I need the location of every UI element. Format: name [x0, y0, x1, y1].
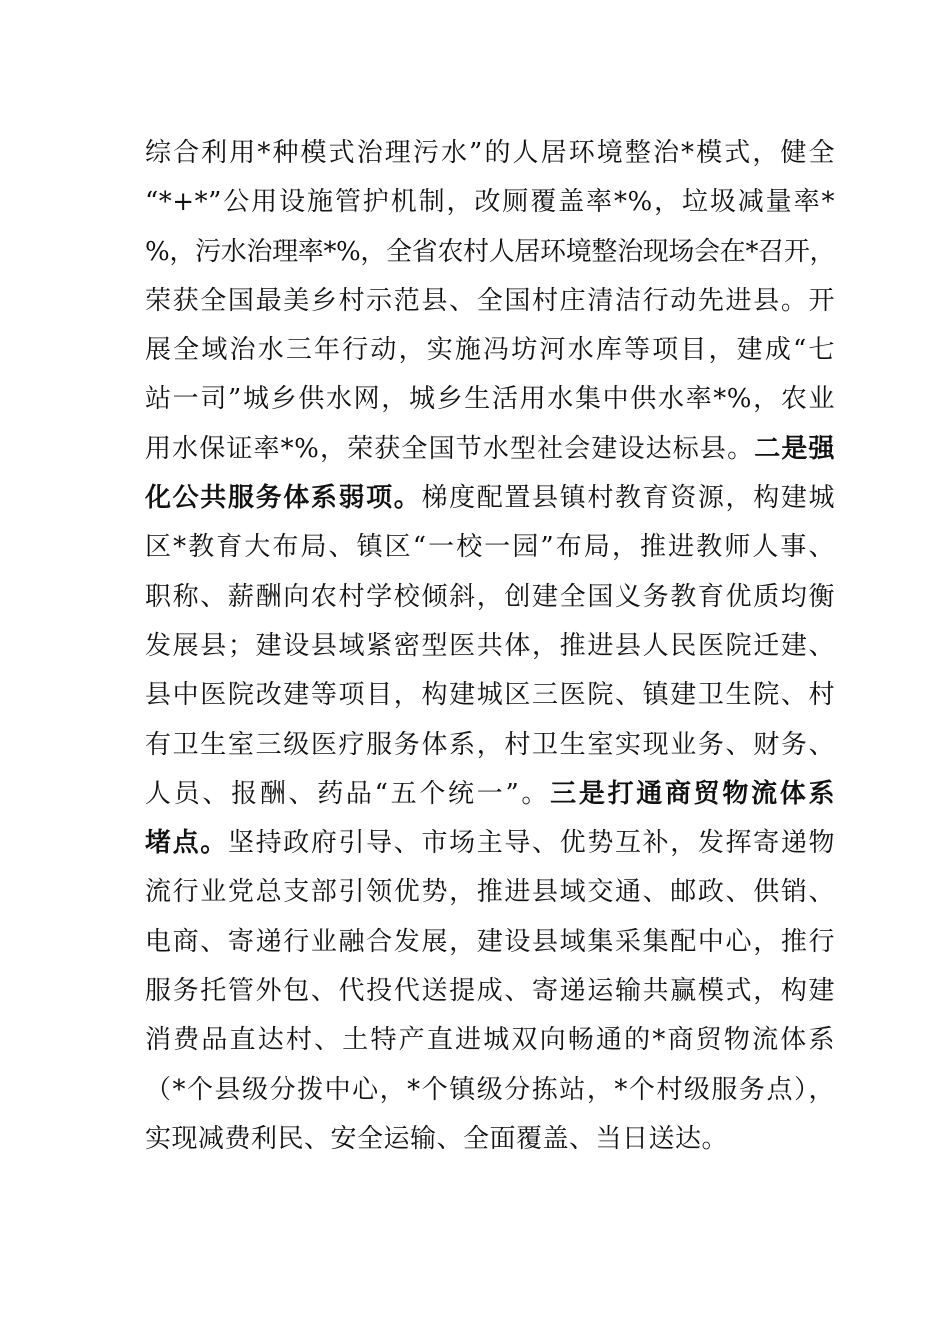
body-text: 人员、报酬、药品“五个统一”。 [145, 778, 551, 809]
body-text: 发展县；建设县域紧密型医共体，推进县人民医院迁建、 [145, 630, 835, 661]
text-line [145, 1016, 835, 1065]
text-line [145, 474, 835, 523]
body-text: 有卫生室三级医疗服务体系，村卫生室实现业务、财务、 [145, 729, 835, 760]
text-line [145, 375, 835, 424]
bold-heading-text: 二是强 [754, 433, 835, 464]
text-line [145, 326, 835, 375]
text-line [145, 228, 835, 277]
body-text: 服务托管外包、代投代送提成、寄递运输共赢模式，构建 [145, 976, 835, 1007]
text-line [145, 1115, 835, 1164]
body-paragraph [145, 129, 835, 1164]
text-line [145, 721, 835, 770]
body-text: 县中医院改建等项目，构建城区三医院、镇建卫生院、村 [145, 680, 835, 711]
text-line [145, 573, 835, 622]
bold-heading-text: 三是打通商贸物流体系 [550, 778, 835, 809]
body-text: 综合利用*种模式治理污水”的人居环境整治*模式，健全 [145, 138, 835, 168]
bold-heading-text: 堵点。 [145, 828, 228, 859]
text-line [145, 967, 835, 1016]
text-line [145, 622, 835, 671]
text-line [145, 819, 835, 868]
text-line [145, 129, 835, 178]
body-text: （*个县级分拨中心，*个镇级分拣站，*个村级服务点）， [145, 1074, 835, 1105]
body-text: “*+*”公用设施管护机制，改厕覆盖率*%，垃圾减量率* [145, 187, 835, 218]
bold-heading-text: 化公共服务体系弱项。 [145, 483, 422, 514]
text-line [145, 523, 835, 572]
body-text: 坚持政府引导、市场主导、优势互补，发挥寄递物 [227, 828, 835, 859]
body-text: 用水保证率*%，荣获全国节水型社会建设达标县。 [145, 433, 755, 464]
text-line [145, 1066, 835, 1115]
body-text: 实现减费利民、安全运输、全面覆盖、当日送达。 [145, 1123, 729, 1154]
body-text: 站一司”城乡供水网，城乡生活用水集中供水率*%，农业 [145, 384, 835, 415]
text-line [145, 868, 835, 917]
body-text: 消费品直达村、土特产直进城双向畅通的*商贸物流体系 [145, 1025, 835, 1056]
text-line [145, 277, 835, 326]
text-line [145, 770, 835, 819]
body-text: 梯度配置县镇村教育资源，构建城 [421, 483, 835, 514]
text-line [145, 178, 835, 227]
text-line [145, 918, 835, 967]
body-text: 展全域治水三年行动，实施冯坊河水库等项目，建成“七 [145, 335, 835, 366]
body-text: 流行业党总支部引领优势，推进县域交通、邮政、供销、 [145, 877, 835, 908]
body-text: 荣获全国最美乡村示范县、全国村庄清洁行动先进县。开 [145, 285, 835, 316]
body-text: 区*教育大布局、镇区“一校一园”布局，推进教师人事、 [145, 532, 835, 563]
body-text: %，污水治理率*%，全省农村人居环境整治现场会在*召开， [145, 236, 835, 267]
text-line [145, 425, 835, 474]
body-text: 职称、薪酬向农村学校倾斜，创建全国义务教育优质均衡 [145, 581, 835, 612]
text-line [145, 671, 835, 720]
body-text: 电商、寄递行业融合发展，建设县域集采集配中心，推行 [145, 926, 835, 957]
